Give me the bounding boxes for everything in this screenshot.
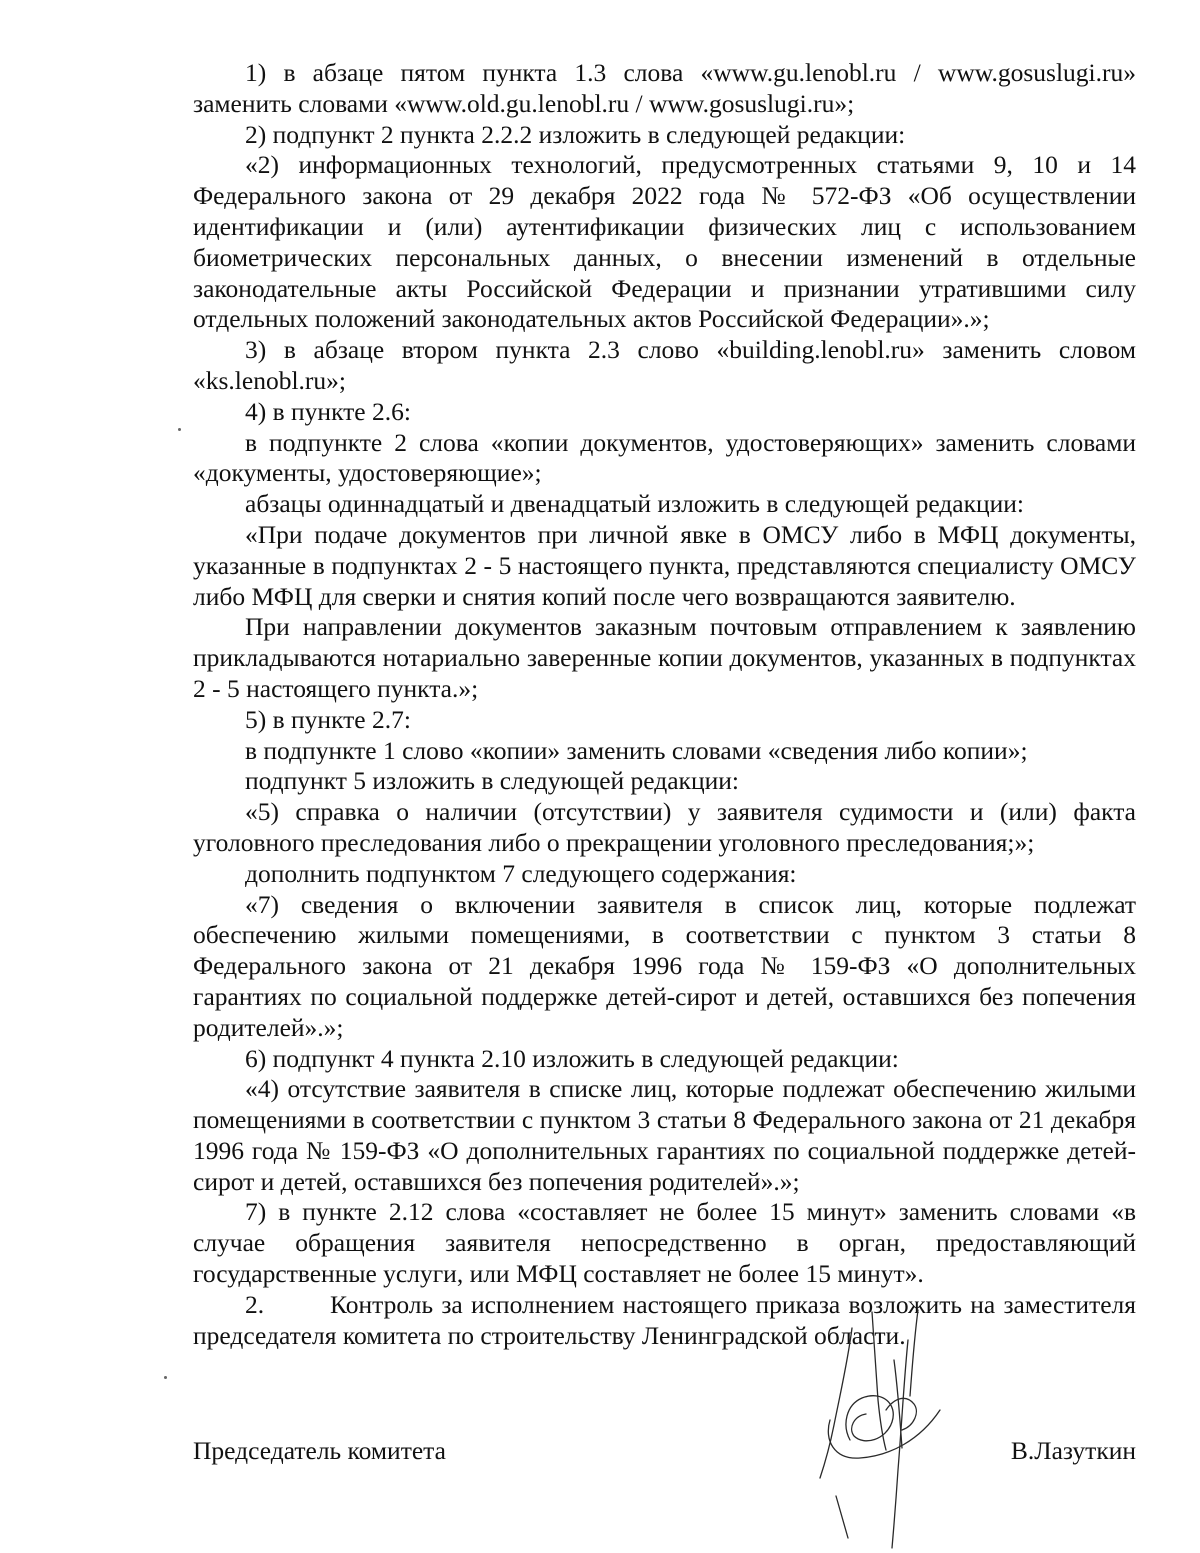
paragraph: 7) в пункте 2.12 слова «составляет не более 15 минут» заменить словами «в случае обращения заявителя непосредственно в орган, предоставляющий государственные услуги, или МФЦ составляет не более 15 минут». — [193, 1197, 1136, 1289]
scan-artifact — [164, 1376, 167, 1379]
paragraph: подпункт 5 изложить в следующей редакции: — [245, 766, 739, 796]
signature-block — [193, 1436, 1136, 1470]
paragraph: «При подаче документов при личной явке в ОМСУ либо в МФЦ документы, указанные в подпунктах 2 - 5 настоящего пункта, представляются специалисту ОМСУ либо МФЦ для сверки и снятия копий после чего возвращаются заявителю. — [193, 519, 1136, 611]
paragraph: 3) в абзаце втором пункта 2.3 слово «building.lenobl.ru» заменить словом «ks.lenobl.ru»; — [193, 335, 1136, 395]
paragraph: 4) в пункте 2.6: — [245, 396, 411, 426]
paragraph: дополнить подпунктом 7 следующего содержания: — [245, 858, 797, 888]
paragraph: «2) информационных технологий, предусмотренных статьями 9, 10 и 14 Федерального закона от 29 декабря 2022 года № 572-ФЗ «Об осуществлении идентификации и (или) аутентификации физических лиц с использованием биометрических персональных данных, о внесении изменений в отдельные законодательные акты Российской Федерации и признании утратившими силу отдельных положений законодательных актов Российской Федерации».»; — [193, 150, 1136, 334]
paragraph: 5) в пункте 2.7: — [245, 704, 411, 734]
paragraph: 6) подпункт 4 пункта 2.10 изложить в следующей редакции: — [245, 1043, 899, 1073]
scan-artifact — [178, 428, 181, 431]
paragraph: 2) подпункт 2 пункта 2.2.2 изложить в следующей редакции: — [245, 119, 906, 149]
paragraph: «7) сведения о включении заявителя в список лиц, которые подлежат обеспечению жилыми помещениями, в соответствии с пунктом 3 статьи 8 Федерального закона от 21 декабря 1996 года № 159-ФЗ «О дополнительных гарантиях по социальной поддержке детей-сирот и детей, оставшихся без попечения родителей».»; — [193, 889, 1136, 1042]
paragraph: в подпункте 1 слово «копии» заменить словами «сведения либо копии»; — [245, 735, 1028, 765]
paragraph: 1) в абзаце пятом пункта 1.3 слова «www.gu.lenobl.ru / www.gosuslugi.ru» заменить словами «www.old.gu.lenobl.ru / www.gosuslugi.ru»; — [193, 58, 1136, 118]
paragraph: При направлении документов заказным почтовым отправлением к заявлению прикладываются нотариально заверенные копии документов, указанных в подпунктах 2 - 5 настоящего пункта.»; — [193, 612, 1136, 703]
paragraph: «4) отсутствие заявителя в списке лиц, которые подлежат обеспечению жилыми помещениями в соответствии с пунктом 3 статьи 8 Федерального закона от 21 декабря 1996 года № 159-ФЗ «О дополнительных гарантиях по социальной поддержке детей-сирот и детей, оставшихся без попечения родителей».»; — [193, 1074, 1136, 1196]
paragraph: абзацы одиннадцатый и двенадцатый изложить в следующей редакции: — [245, 489, 1025, 519]
document-body — [193, 58, 1143, 1351]
paragraph: в подпункте 2 слова «копии документов, удостоверяющих» заменить словами «документы, удостоверяющие»; — [193, 427, 1136, 488]
handwritten-signature — [790, 1300, 960, 1553]
signer-position: Председатель комитета — [193, 1436, 446, 1465]
paragraph: «5) справка о наличии (отсутствии) у заявителя судимости и (или) факта уголовного преследования либо о прекращении уголовного преследования;»; — [193, 797, 1136, 857]
signer-name: В.Лазуткин — [1010, 1436, 1136, 1465]
paragraph: 2. Контроль за исполнением настоящего приказа возложить на заместителя председателя комитета по строительству Ленинградской области. — [193, 1289, 1143, 1350]
